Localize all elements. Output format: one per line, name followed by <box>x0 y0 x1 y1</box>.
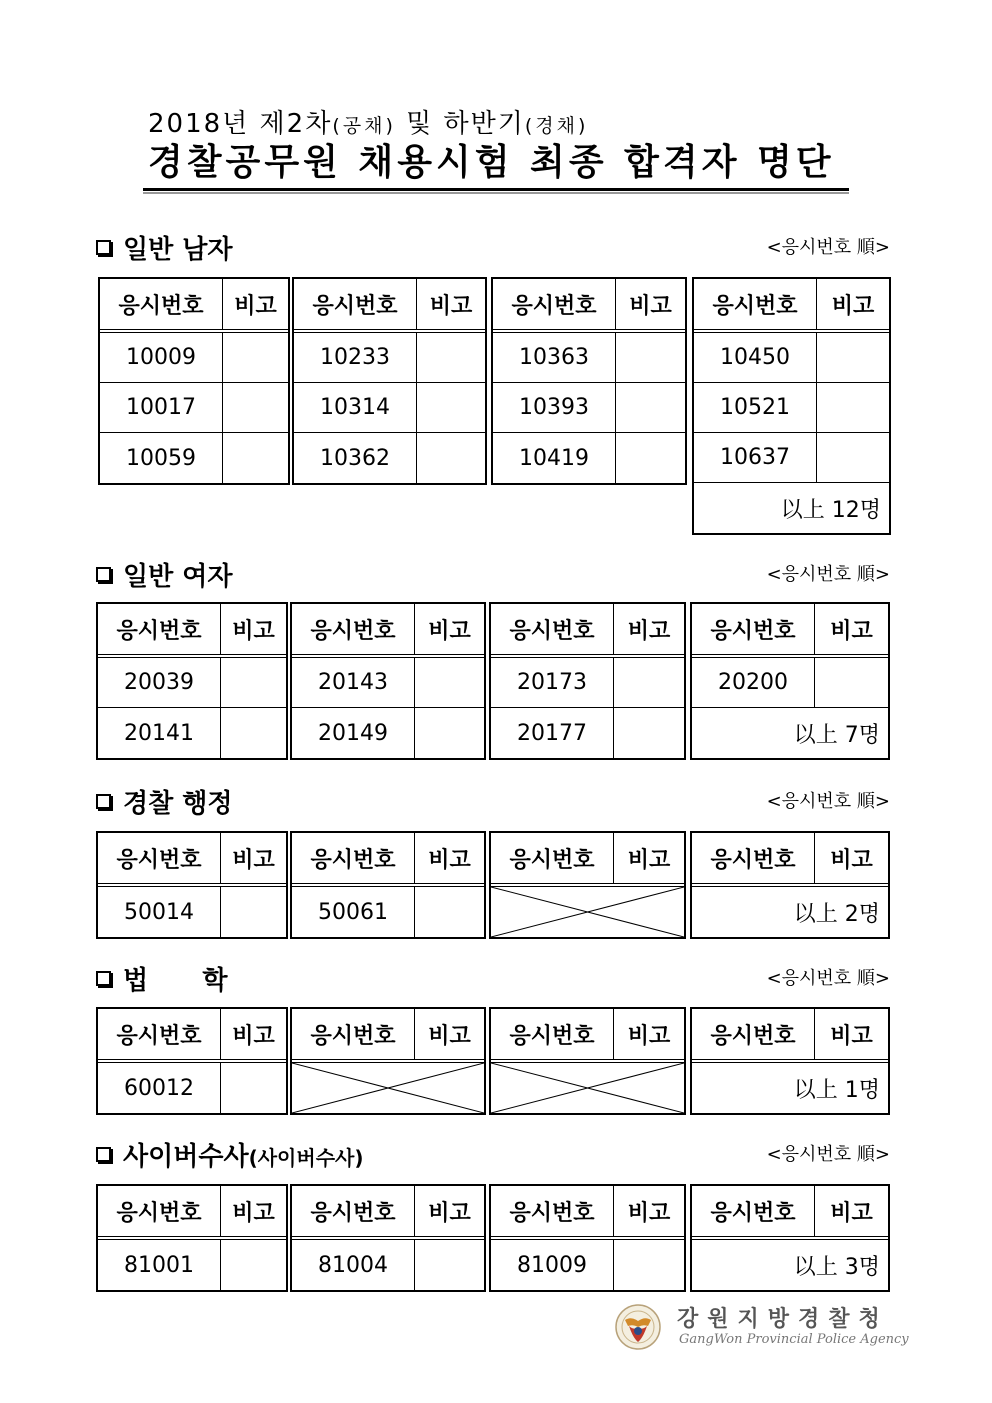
checkbox-bullet-icon <box>96 567 111 582</box>
exam-number: 10233 <box>294 333 417 382</box>
agency-name-english: GangWon Provincial Police Agency <box>679 1332 909 1347</box>
result-block: 응시번호 비고 以上 2명 <box>690 831 890 939</box>
exam-number: 81004 <box>292 1240 415 1290</box>
exam-number: 20143 <box>292 658 415 707</box>
total-count: 以上 7명 <box>793 722 880 748</box>
section-law <box>96 960 890 1103</box>
result-block: 응시번호 비고 81001 <box>96 1184 288 1292</box>
result-block: 응시번호 비고 60012 <box>96 1007 288 1115</box>
empty-cell-crossed <box>491 887 684 937</box>
total-count: 以上 2명 <box>793 901 880 927</box>
order-note: <응시번호 順> <box>766 968 890 989</box>
exam-number: 10017 <box>100 383 223 432</box>
result-block: 응시번호 비고 20200 以上 7명 <box>690 602 890 760</box>
result-block: 응시번호 비고 以上 3명 <box>690 1184 890 1292</box>
result-block: 응시번호 비고 81009 <box>489 1184 686 1292</box>
order-note: <응시번호 順> <box>766 237 890 258</box>
exam-number: 50014 <box>98 887 221 937</box>
exam-number: 10009 <box>100 333 223 382</box>
section-title: 경찰 행정 <box>96 783 233 820</box>
exam-number: 81009 <box>491 1240 614 1290</box>
section-title: 법 학 <box>96 960 228 997</box>
checkbox-bullet-icon <box>96 794 111 809</box>
result-block: 응시번호 비고 10233 10314 10362 <box>292 277 487 485</box>
exam-number: 10314 <box>294 383 417 432</box>
exam-number: 20149 <box>292 708 415 758</box>
checkbox-bullet-icon <box>96 1147 111 1162</box>
exam-number: 81001 <box>98 1240 221 1290</box>
result-block: 응시번호 비고 50061 <box>290 831 486 939</box>
order-note: <응시번호 順> <box>766 1144 890 1165</box>
exam-number: 50061 <box>292 887 415 937</box>
subtitle-small-1: (공채) <box>332 115 396 137</box>
exam-number: 10637 <box>694 433 817 482</box>
empty-cell-crossed <box>491 1063 684 1113</box>
exam-number: 20039 <box>98 658 221 707</box>
subtitle-text-2: 및 하반기 <box>395 109 525 139</box>
result-block: 응시번호 비고 20143 20149 <box>290 602 486 760</box>
document-subtitle <box>148 103 588 140</box>
title-underline-shadow <box>143 192 849 194</box>
section-general-male <box>96 229 890 525</box>
order-note: <응시번호 順> <box>766 564 890 585</box>
result-block: 응시번호 비고 50014 <box>96 831 288 939</box>
empty-cell-crossed <box>292 1063 484 1113</box>
result-block: 응시번호 비고 以上 1명 <box>690 1007 890 1115</box>
exam-number: 10393 <box>493 383 616 432</box>
exam-number: 20173 <box>491 658 614 707</box>
section-title: 일반 남자 <box>96 229 233 266</box>
order-note: <응시번호 順> <box>766 791 890 812</box>
checkbox-bullet-icon <box>96 240 111 255</box>
exam-number: 10450 <box>694 333 817 382</box>
section-cyber <box>96 1136 890 1280</box>
total-count: 以上 1명 <box>793 1077 880 1103</box>
result-block: 응시번호 비고 10363 10393 10419 <box>491 277 687 485</box>
exam-number: 20141 <box>98 708 221 758</box>
exam-number: 10521 <box>694 383 817 432</box>
section-title: 사이버수사(사이버수사) <box>96 1136 363 1173</box>
result-block: 응시번호 비고 <box>489 1007 686 1115</box>
exam-number: 20177 <box>491 708 614 758</box>
result-block: 응시번호 비고 10450 10521 10637 以上 12명 <box>692 277 891 535</box>
exam-number: 10419 <box>493 433 616 483</box>
result-block: 응시번호 비고 81004 <box>290 1184 486 1292</box>
result-block: 응시번호 비고 20173 20177 <box>489 602 686 760</box>
section-police-admin <box>96 783 890 927</box>
checkbox-bullet-icon <box>96 971 111 986</box>
agency-name-korean: 강원지방경찰청 <box>677 1307 889 1332</box>
total-count: 以上 12명 <box>780 497 881 523</box>
result-block: 응시번호 비고 <box>489 831 686 939</box>
total-count: 以上 3명 <box>793 1254 880 1280</box>
exam-number: 10059 <box>100 433 223 483</box>
result-block: 응시번호 비고 <box>290 1007 486 1115</box>
exam-number: 10362 <box>294 433 417 483</box>
result-block: 응시번호 비고 20039 20141 <box>96 602 288 760</box>
exam-number: 60012 <box>98 1063 221 1113</box>
subtitle-text-1: 2018년 제2차 <box>148 109 333 139</box>
document-title: 경찰공무원 채용시험 최종 합격자 명단 <box>148 142 835 183</box>
exam-number: 20200 <box>692 658 815 707</box>
police-emblem-icon <box>615 1304 661 1350</box>
subtitle-small-2: (경채) <box>524 115 589 137</box>
agency-footer <box>615 1302 909 1358</box>
result-block: 응시번호 비고 10009 10017 10059 <box>98 277 290 485</box>
title-underline <box>143 188 849 191</box>
exam-number: 10363 <box>493 333 616 382</box>
section-title: 일반 여자 <box>96 556 233 593</box>
section-general-female <box>96 556 890 748</box>
